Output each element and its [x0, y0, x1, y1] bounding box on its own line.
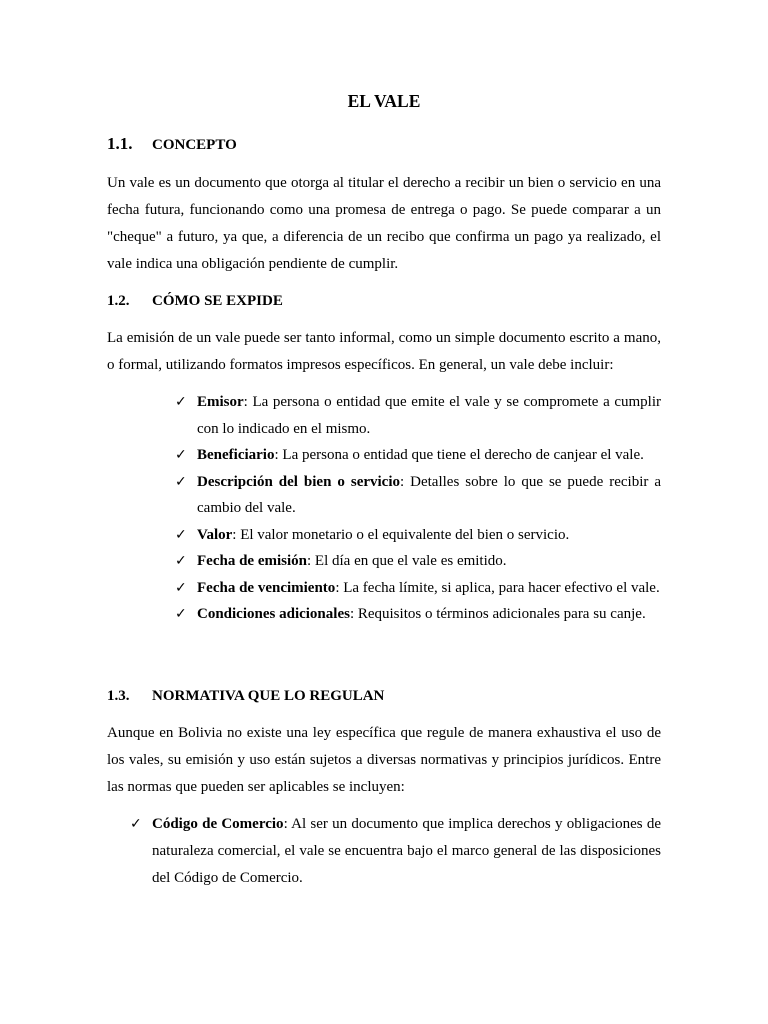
list-item-text: : El valor monetario o el equivalente del bien o servicio. [232, 526, 570, 543]
checkmark-icon: ✓ [175, 526, 187, 543]
section-paragraph-como-se-expide: La emisión de un vale puede ser tanto informal, como un simple documento escrito a mano, o formal, utilizando formatos impresos específicos. En general, un vale debe incluir: [107, 330, 661, 373]
document-title: EL VALE [347, 91, 421, 111]
list-item [175, 442, 661, 469]
section-number: 1.2. [107, 293, 130, 309]
list-item [175, 389, 661, 442]
norms-list [130, 811, 662, 892]
section-number: 1.3. [107, 688, 130, 704]
list-item [175, 601, 661, 628]
checkmark-icon: ✓ [175, 553, 187, 569]
section-heading-normativa [107, 686, 384, 706]
list-item-term: Emisor [197, 394, 244, 410]
requirements-list [175, 389, 661, 628]
list-item-text: : Detalles sobre lo que se puede recibir a cambio del vale. [197, 473, 661, 516]
checkmark-icon: ✓ [175, 606, 187, 622]
list-item-term: Beneficiario [197, 447, 275, 463]
checkmark-icon: ✓ [175, 447, 187, 463]
list-item [175, 575, 661, 602]
list-item [175, 548, 661, 575]
list-item-term: Fecha de emisión [197, 553, 307, 569]
list-item-term: Valor [197, 526, 233, 543]
checkmark-icon: ✓ [175, 579, 187, 596]
list-item-text: : Al ser un documento que implica derechos y obligaciones de naturaleza comercial, el vale se encuentra bajo el marco general de las disposiciones del Código de Comercio. [152, 816, 662, 886]
list-item-text: : La persona o entidad que emite el vale y se compromete a cumplir con lo indicado en el mismo. [197, 394, 661, 437]
checkmark-icon: ✓ [130, 816, 142, 832]
section-number: 1.1. [107, 134, 133, 153]
list-item-text: : El día en que el vale es emitido. [307, 553, 507, 569]
list-item [175, 469, 661, 522]
list-item-text: : Requisitos o términos adicionales para su canje. [349, 606, 646, 622]
section-heading-como-se-expide [107, 291, 283, 311]
section-paragraph-normativa: Aunque en Bolivia no existe una ley específica que regule de manera exhaustiva el uso de los vales, su emisión y uso están sujetos a diversas normativas y principios jurídicos. Entre las normas que pueden ser aplicables se incluyen: [107, 725, 661, 795]
section-paragraph-concepto: Un vale es un documento que otorga al titular el derecho a recibir un bien o servicio en una fecha futura, funcionando como una promesa de entrega o pago. Se puede comparar a un "cheque" a futuro, ya que, a diferencia de un recibo que confirma un pago ya realizado, el vale indica una obligación pendiente de cumplir. [107, 175, 661, 272]
list-item-term: Descripción del bien o servicio [197, 473, 401, 490]
checkmark-icon: ✓ [175, 473, 187, 490]
section-title: NORMATIVA QUE LO REGULAN [152, 688, 385, 704]
section-title: CONCEPTO [152, 137, 237, 153]
list-item-text: : La fecha límite, si aplica, para hacer efectivo el vale. [335, 579, 660, 596]
section-heading-concepto [107, 134, 237, 155]
list-item-term: Fecha de vencimiento [197, 579, 336, 596]
list-item [130, 811, 662, 892]
list-item [175, 522, 661, 549]
checkmark-icon: ✓ [175, 394, 187, 410]
list-item-term: Condiciones adicionales [197, 606, 350, 622]
list-item-text: : La persona o entidad que tiene el derecho de canjear el vale. [274, 447, 644, 463]
section-title: CÓMO SE EXPIDE [152, 293, 283, 309]
list-item-term: Código de Comercio [152, 816, 284, 832]
